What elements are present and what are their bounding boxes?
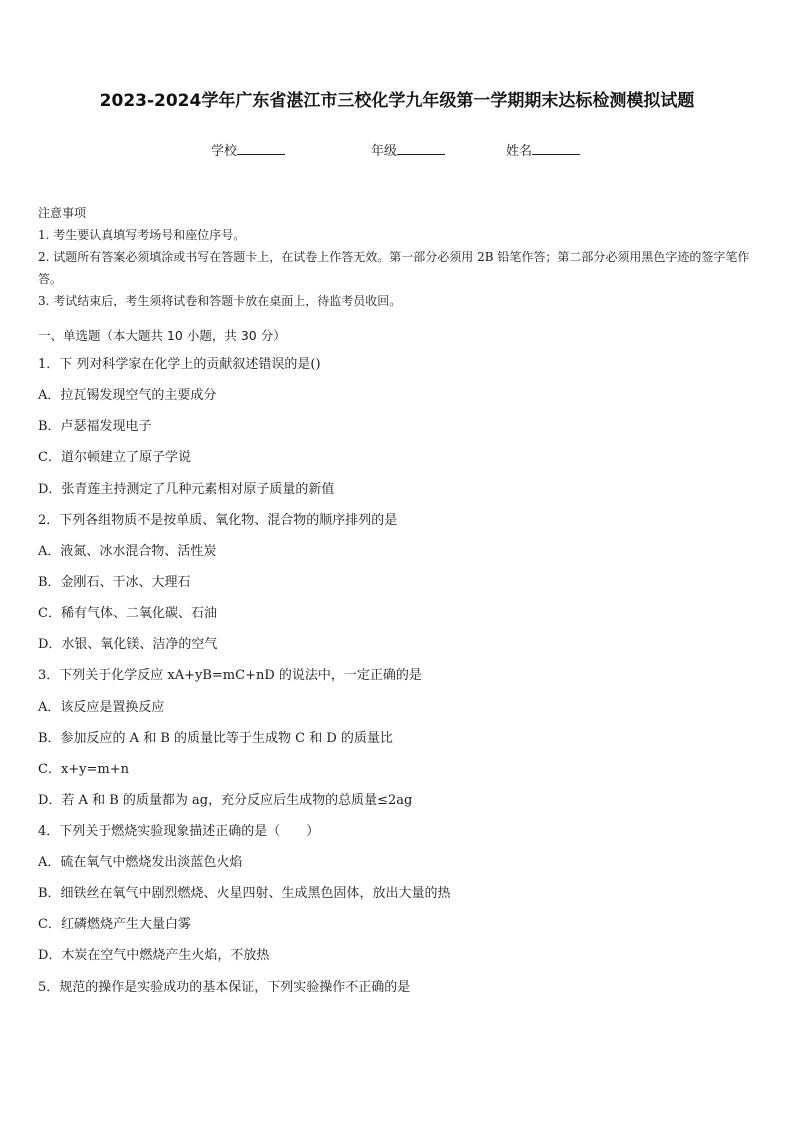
option-line: D．水银、氧化镁、洁净的空气 <box>38 637 218 652</box>
option-line: A．该反应是置换反应 <box>38 700 165 715</box>
option-line: D．若 A 和 B 的质量都为 ag，充分反应后生成物的总质量≤2ag <box>38 793 413 808</box>
question-line: 4．下列关于燃烧实验现象描述正确的是（ ） <box>38 824 320 839</box>
school-label: 学校 <box>211 144 238 159</box>
notes-block <box>38 202 760 312</box>
option-line: D．木炭在空气中燃烧产生火焰，不放热 <box>38 948 270 963</box>
notes-item: 3. 考试结束后，考生须将试卷和答题卡放在桌面上，待监考员收回。 <box>38 294 402 308</box>
option-line: A．液氮、冰水混合物、活性炭 <box>38 544 217 559</box>
grade-label: 年级 <box>371 144 398 159</box>
section-title: 一、单选题（本大题共 10 小题，共 30 分） <box>38 328 286 343</box>
question-line: 3．下列关于化学反应 xA+yB=mC+nD 的说法中，一定正确的是 <box>38 668 422 683</box>
name-field <box>506 140 580 159</box>
notes-heading: 注意事项 <box>38 206 87 220</box>
school-field <box>211 140 285 159</box>
option-line: C．x+y=m+n <box>38 762 130 777</box>
option-line: C．红磷燃烧产生大量白雾 <box>38 917 191 932</box>
option-line: B．卢瑟福发现电子 <box>38 419 152 434</box>
question-line: 1．下 列对科学家在化学上的贡献叙述错误的是() <box>38 357 321 372</box>
school-blank <box>237 142 285 155</box>
notes-item: 2. 试题所有答案必须填涂或书写在答题卡上，在试卷上作答无效。第一部分必须用 2B 铅笔作答；第二部分必须用黑色字迹的签字笔作答。 <box>38 250 750 286</box>
question-line: 2．下列各组物质不是按单质、氧化物、混合物的顺序排列的是 <box>38 513 398 528</box>
option-line: D．张青莲主持测定了几种元素相对原子质量的新值 <box>38 482 335 497</box>
exam-title: 2023-2024学年广东省湛江市三校化学九年级第一学期期末达标检测模拟试题 <box>99 91 695 111</box>
option-line: B．参加反应的 A 和 B 的质量比等于生成物 C 和 D 的质量比 <box>38 731 393 746</box>
name-label: 姓名 <box>506 144 533 159</box>
grade-blank <box>397 142 445 155</box>
option-line: C．稀有气体、二氧化碳、石油 <box>38 606 217 621</box>
option-line: A．硫在氧气中燃烧发出淡蓝色火焰 <box>38 855 243 870</box>
option-line: C．道尔顿建立了原子学说 <box>38 450 191 465</box>
notes-item: 1. 考生要认真填写考场号和座位序号。 <box>38 228 246 242</box>
option-line: B．细铁丝在氧气中剧烈燃烧、火星四射、生成黑色固体，放出大量的热 <box>38 886 451 901</box>
option-line: A．拉瓦锡发现空气的主要成分 <box>38 388 217 403</box>
grade-field <box>371 140 445 159</box>
option-line: B．金刚石、干冰、大理石 <box>38 575 191 590</box>
question-line: 5．规范的操作是实验成功的基本保证，下列实验操作不正确的是 <box>38 980 411 995</box>
name-blank <box>532 142 580 155</box>
